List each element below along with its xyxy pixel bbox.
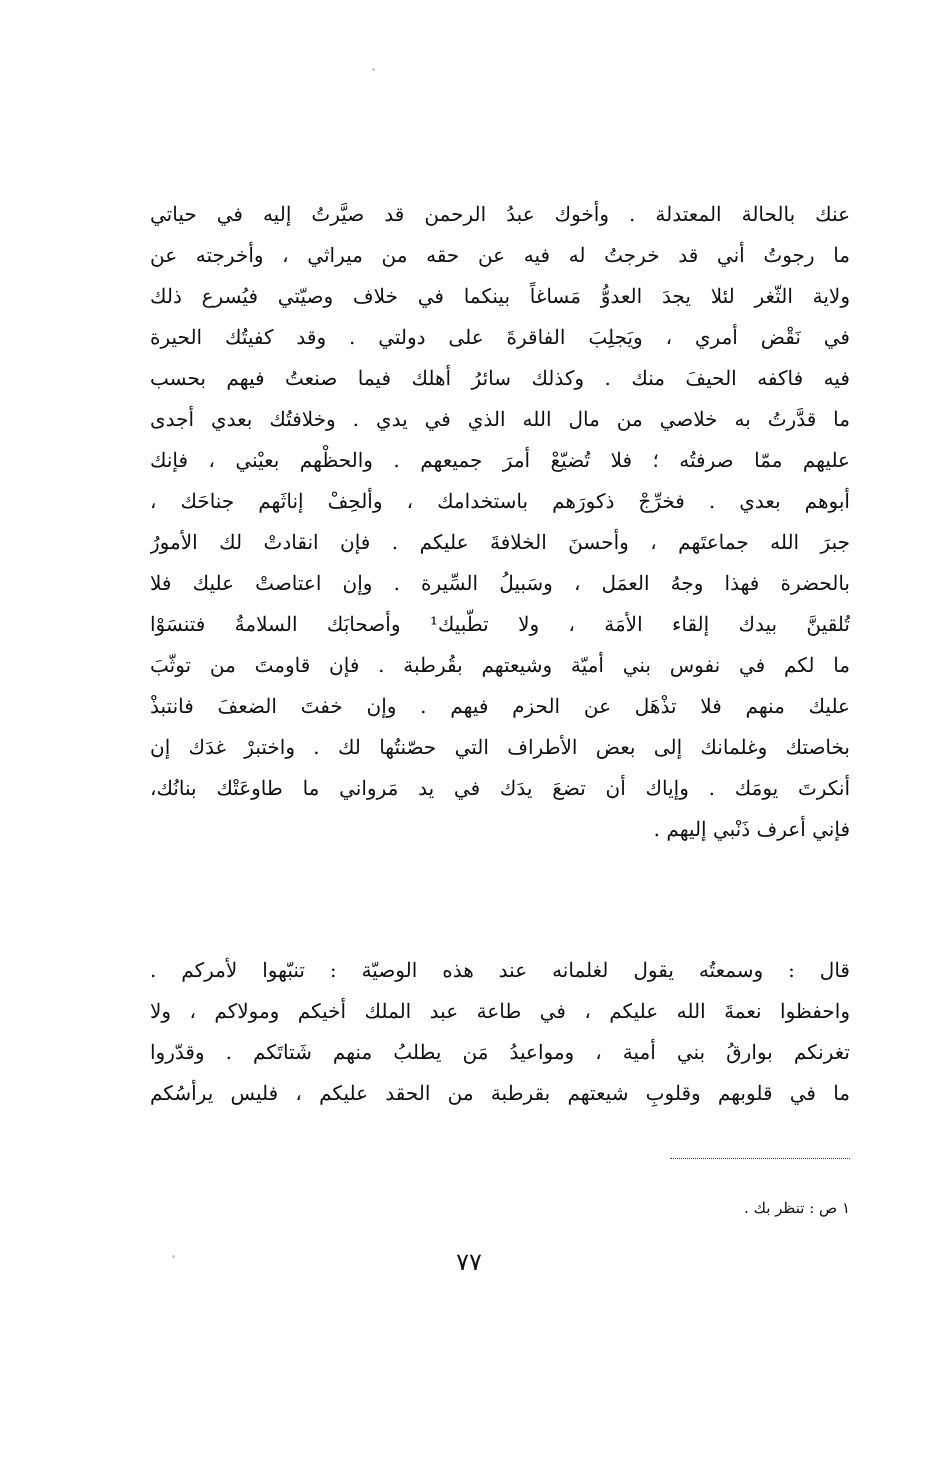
text-line: تغرنكم بوارقُ بني أمية ، ومواعيدُ مَن يطلبُ منهم شَتاتَكم . وقدّروا <box>150 1040 850 1064</box>
text-line: أنكرتَ يومَك . وإياك أن تضعَ يدَك في يد مَرواني ما طاوعَتْك بنانُك، <box>150 776 850 800</box>
paragraph-main <box>150 194 850 850</box>
text-line: في نَقْض أمري ، ويَجلِبَ الفاقرةَ على دولتي . وقد كفيتُك الحيرة <box>150 325 850 349</box>
text-line: ما لكم في نفوس بني أميّة وشيعتهم بقُرطبة . فإن قاومتَ من توثّبَ <box>150 653 850 677</box>
text-line: قال : وسمعتُه يقول لغلمانه عند هذه الوصيّة : تنبّهوا لأمركم . <box>150 958 850 982</box>
text-line: جبرَ الله جماعتَهم ، وأحسنَ الخلافةَ عليكم . فإن انقادتْ لك الأمورُ <box>150 530 850 554</box>
text-line: عنك بالحالة المعتدلة . وأخوك عبدُ الرحمن قد صيَّرتُ إليه في حياتي <box>150 202 850 226</box>
footnote: ١ ص : تنظر بك . <box>744 1199 850 1217</box>
text-line: عليك منهم فلا تذْهَل عن الحزم فيهم . وإن خفتَ الضعفَ فانتبذْ <box>150 694 850 718</box>
text-line: ما قدَّرتُ به خلاصي من مال الله الذي في يدي . وخلافتُك بعدي أجدى <box>150 407 850 431</box>
text-line-last: فإني أعرف ذَنْبي إليهم . <box>653 817 850 841</box>
text-line: ولاية الثّغر لئلا يجدَ العدوُّ مَساغاً بينكما في خلاف وصيّتي فيُسرع ذلك <box>150 284 850 308</box>
text-line: أبوهم بعدي . فخرِّجْ ذكورَهم باستخدامك ، وألحِفْ إناثَهم جناحَك ، <box>150 489 850 513</box>
scan-speck <box>372 68 375 71</box>
footnote-separator <box>670 1158 850 1159</box>
text-line: واحفظوا نعمةَ الله عليكم ، في طاعة عبد الملك أخيكم ومولاكم ، ولا <box>150 999 850 1023</box>
text-line: بخاصتك وغلمانك إلى بعض الأطراف التي حصّنتُها لك . واختبرْ غدَك إن <box>150 735 850 759</box>
text-line: ما في قلوبهم وقلوبِ شيعتهم بقرطبة من الحقد عليكم ، فليس يرأسُكم <box>150 1081 850 1105</box>
paragraph-second <box>150 950 850 1114</box>
text-line: ما رجوتُ أني قد خرجتُ له فيه عن حقه من ميراثي ، وأخرجته عن <box>150 243 850 267</box>
text-line: بالحضرة فهذا وجهُ العمَل ، وسَبيلُ السِّيرة . وإن اعتاصتْ عليك فلا <box>150 571 850 595</box>
text-line: عليهم ممّا صرفتُه ؛ فلا تُضيّعْ أمرَ جميعهم . والحظْهم بعيْني ، فإنك <box>150 448 850 472</box>
text-line: تُلقينَّ بيدك إلقاء الأمَة ، ولا تطّبيك¹ وأصحابَك السلامةُ فتنسَوْا <box>150 612 850 636</box>
text-line: فيه فاكفه الحيفَ منك . وكذلك سائرُ أهلك فيما صنعتُ فيهم بحسب <box>150 366 850 390</box>
page-number: ٧٧ <box>456 1248 482 1276</box>
